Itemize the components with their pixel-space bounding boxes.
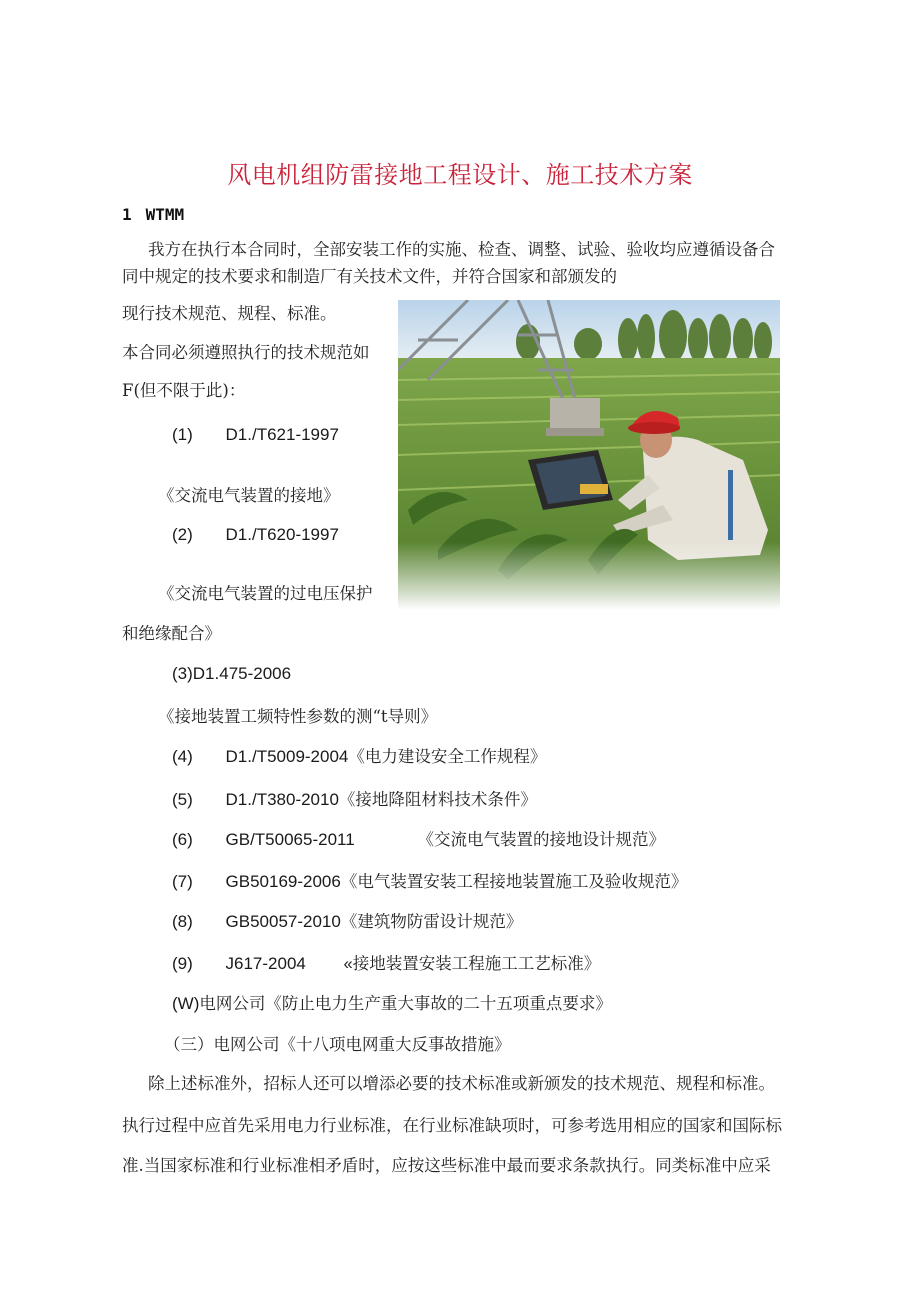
closing-line-3: 准.当国家标准和行业标准相矛盾时，应按这些标准中最而要求条款执行。同类标准中应采 <box>122 1156 771 1175</box>
reference-index: （三） <box>164 1035 214 1054</box>
closing-line-2: 执行过程中应首先采用电力行业标准，在行业标准缺项时，可参考选用相应的国家和国际标 <box>122 1116 782 1135</box>
reference-item <box>172 868 687 892</box>
reference-index: (W) <box>172 994 200 1013</box>
intro-line-3: 现行技术规范、规程、标准。 <box>122 304 337 323</box>
reference-title: «接地装置安装工程施工工艺标准》 <box>343 955 601 973</box>
reference-title: 《接地装置工频特性参数的测“t导则》 <box>158 707 438 726</box>
reference-title: 《建筑物防雷设计规范》 <box>340 913 523 931</box>
reference-title: 电网公司《防止电力生产重大事故的二十五项重点要求》 <box>199 995 612 1013</box>
reference-index: (5) <box>172 790 193 809</box>
reference-item <box>164 1031 511 1055</box>
reference-index: (4) <box>172 747 193 766</box>
reference-item <box>172 950 600 974</box>
reference-item <box>172 425 339 445</box>
reference-title: 《交流电气装置的过电压保护 <box>158 584 373 603</box>
reference-item <box>172 525 339 545</box>
section-heading <box>122 205 184 224</box>
reference-code: D1./T621-1997 <box>225 425 339 444</box>
intro-line-4: 本合同必须遵照执行的技术规范如 <box>122 343 370 362</box>
document-title: 风电机组防雷接地工程设计、施工技术方案 <box>227 161 693 189</box>
closing-line-1: 除上述标准外，招标人还可以增添必要的技术标准或新颁发的技术规范、规程和标准。 <box>148 1074 775 1093</box>
reference-item <box>172 990 612 1014</box>
reference-code: GB50057-2010 <box>225 912 341 931</box>
section-heading-text: WTMM <box>145 205 185 224</box>
reference-code: D1./T5009-2004 <box>225 747 349 766</box>
reference-title: 《接地降阻材料技术条件》 <box>338 791 537 809</box>
reference-title-continued: 和绝缘配合》 <box>122 624 221 643</box>
reference-title: 《电力建设安全工作规程》 <box>348 748 547 766</box>
reference-code: D1./T380-2010 <box>225 790 339 809</box>
reference-code: GB50169-2006 <box>225 872 341 891</box>
reference-title: 《交流电气装置的接地设计规范》 <box>417 831 666 849</box>
intro-line-1: 我方在执行本合同时，全部安装工作的实施、检查、调整、试验、验收均应遵循设备合 <box>148 240 775 259</box>
reference-code: D1.475-2006 <box>192 664 292 683</box>
reference-item <box>172 826 665 850</box>
field-photo <box>398 300 780 610</box>
reference-code: D1./T620-1997 <box>225 525 339 544</box>
reference-item <box>172 664 291 684</box>
reference-title: 《交流电气装置的接地》 <box>158 486 340 505</box>
field-photo-image <box>398 300 780 610</box>
reference-index: (7) <box>172 872 193 891</box>
reference-index: (6) <box>172 830 193 849</box>
reference-code: GB/T50065-2011 <box>225 830 355 849</box>
reference-index: (1) <box>172 425 193 444</box>
reference-index: (8) <box>172 912 193 931</box>
reference-item <box>172 908 522 932</box>
reference-code: J617-2004 <box>225 954 306 973</box>
reference-index: (3) <box>172 664 193 683</box>
reference-index: (9) <box>172 954 193 973</box>
intro-line-5: F(但不限于此)： <box>122 381 246 400</box>
reference-title: 电网公司《十八项电网重大反事故措施》 <box>213 1035 511 1054</box>
intro-line-2: 同中规定的技术要求和制造厂有关技术文件，并符合国家和部颁发的 <box>122 267 617 286</box>
reference-item <box>172 743 546 767</box>
reference-item <box>172 786 537 810</box>
reference-index: (2) <box>172 525 193 544</box>
reference-title: 《电气装置安装工程接地装置施工及验收规范》 <box>340 873 688 891</box>
section-number: 1 <box>122 205 132 224</box>
